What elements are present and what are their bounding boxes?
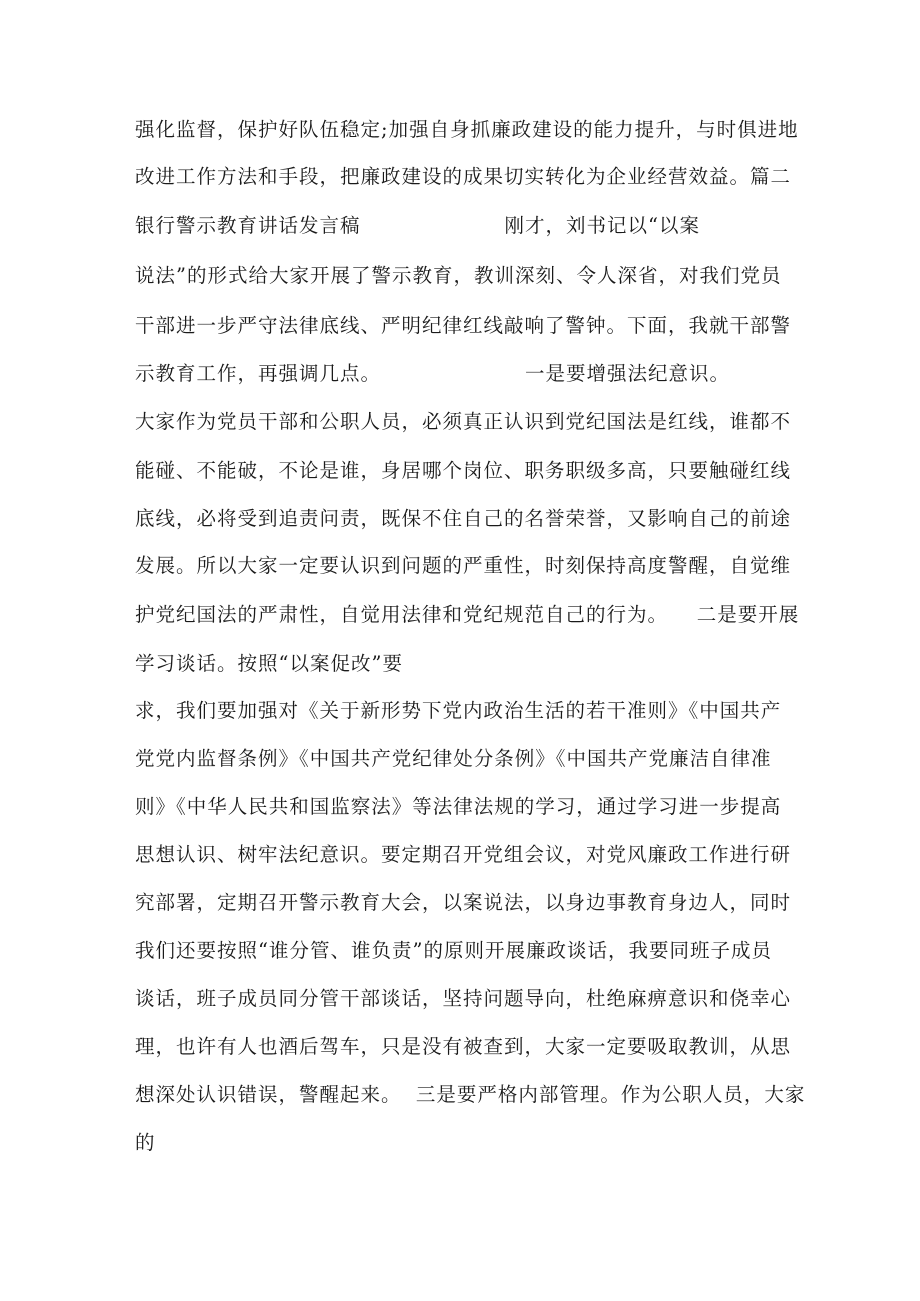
text-line-15: 则》《中华人民共和国监察法》等法律法规的学习，通过学习进一步提高 [135,795,782,818]
text-line-1: 强化监督，保护好队伍稳定;加强自身抓廉政建设的能力提升，与时俱进地 [135,118,799,141]
text-line-9: 底线，必将受到追责问责，既保不住自己的名誉荣誉，又影响自己的前途 [135,507,792,530]
text-line-11: 护党纪国法的严肃性，自觉用法律和党纪规范自己的行为。 二是要开展 [135,603,800,626]
text-line-18: 我们还要按照“谁分管、谁负责”的原则开展廉政谈话，我要同班子成员 [135,939,772,962]
text-line-2: 改进工作方法和手段，把廉政建设的成果切实转化为企业经营效益。篇二 [135,165,792,188]
text-line-4: 说法”的形式给大家开展了警示教育，教训深刻、令人深省，对我们党员 [135,264,782,287]
text-line-16: 思想认识、树牢法纪意识。要定期召开党组会议，对党风廉政工作进行研 [135,843,792,866]
text-line-20: 理，也许有人也酒后驾车，只是没有被查到，大家一定要吸取教训，从思 [135,1035,792,1058]
text-line-3: 银行警示教育讲话发言稿 刚才，刘书记以“以案 [135,214,700,237]
text-line-10: 发展。所以大家一定要认识到问题的严重性，时刻保持高度警醒，自觉维 [135,554,792,577]
text-line-12: 学习谈话。按照“以案促改”要 [135,652,403,675]
text-line-5: 干部进一步严守法律底线、严明纪律红线敲响了警钟。下面，我就干部警 [135,314,792,337]
text-line-17: 究部署，定期召开警示教育大会，以案说法，以身边事教育身边人，同时 [135,891,792,914]
text-line-14: 党党内监督条例》《中国共产党纪律处分条例》《中国共产党廉洁自律准 [135,747,772,770]
text-line-7: 大家作为党员干部和公职人员，必须真正认识到党纪国法是红线，谁都不 [135,410,792,433]
text-line-19: 谈话，班子成员同分管干部谈话，坚持问题导向，杜绝麻痹意识和侥幸心 [135,987,792,1010]
text-line-22: 的 [135,1131,156,1154]
text-line-8: 能碰、不能破，不论是谁，身居哪个岗位、职务职级多高，只要触碰红线 [135,459,792,482]
text-line-21: 想深处认识错误，警醒起来。 三是要严格内部管理。作为公职人员，大家 [135,1083,806,1106]
text-line-6: 示教育工作，再强调几点。 一是要增强法纪意识。 [135,362,730,385]
text-line-13: 求，我们要加强对《关于新形势下党内政治生活的若干准则》《中国共产 [135,699,782,722]
